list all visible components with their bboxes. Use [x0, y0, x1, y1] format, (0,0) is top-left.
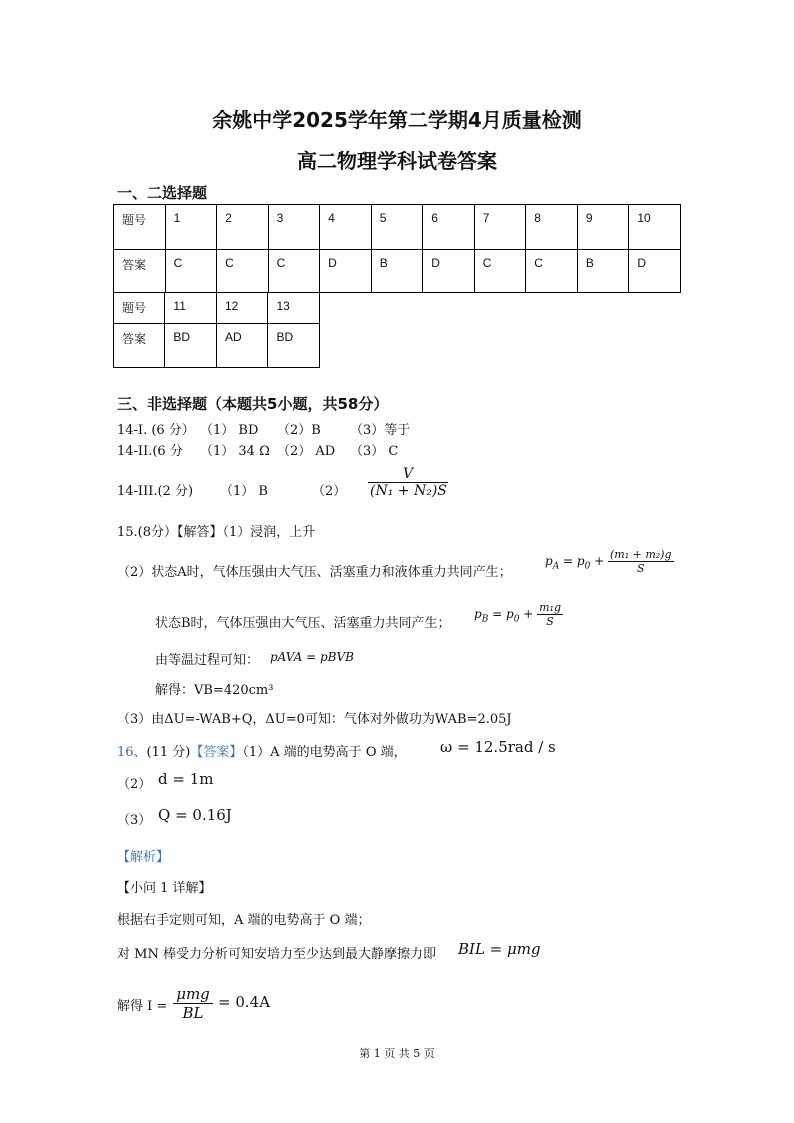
table-cell: D: [320, 250, 372, 293]
table-cell: C: [526, 250, 578, 293]
q15-part2-text: （2）状态A时，气体压强由大气压、活塞重力和液体重力共同产生；: [117, 565, 512, 580]
fraction-denominator: BL: [182, 1004, 204, 1022]
table-cell-label: 题号: [114, 293, 165, 324]
table-cell: 7: [474, 205, 526, 250]
q16-answer2-label: （2）: [117, 777, 152, 792]
table-cell: C: [268, 250, 320, 293]
fraction-numerator: (m₁ + m₂)g: [609, 548, 672, 561]
table-cell-label: 答案: [114, 250, 166, 293]
q15-part3: （3）由ΔU=-WAB+Q，ΔU=0可知：气体对外做功为WAB=2.05J: [117, 712, 512, 727]
answer-table-row1-2: [113, 204, 681, 293]
q16-subquestion1-heading: 【小问 1 详解】: [117, 881, 212, 896]
table-cell: 2: [217, 205, 269, 250]
table-cell: 5: [371, 205, 423, 250]
q14-2-answer3: （3） C: [350, 444, 399, 459]
table-cell: 12: [216, 293, 268, 324]
table-cell: B: [371, 250, 423, 293]
table-cell: 9: [577, 205, 629, 250]
fraction-numerator: μmg: [173, 985, 213, 1004]
table-cell: 13: [268, 293, 320, 324]
table-cell-label: 答案: [114, 324, 165, 368]
q16-solve-result: = 0.4A: [218, 993, 271, 1011]
q15-pA-equation: [545, 548, 674, 575]
fraction-numerator: m₁g: [539, 601, 561, 614]
q14-2-label: 14-II.(6 分: [117, 444, 183, 459]
q14-1-answer1: （1） BD: [200, 423, 259, 438]
q14-3-fraction: [368, 466, 448, 499]
table-cell: AD: [216, 324, 268, 368]
table-cell: 8: [526, 205, 578, 250]
q16-answer1-text: （1）A 端的电势高于 O 端，: [242, 745, 407, 760]
eq-subscript: B: [481, 614, 489, 625]
table-cell: 10: [629, 205, 681, 250]
q15-isothermal-equation: pAVA = pBVB: [270, 650, 354, 664]
q14-2-answer2: （2） AD: [277, 444, 336, 459]
fraction-denominator: S: [636, 562, 645, 575]
q16-answer3-label: （3）: [117, 813, 152, 828]
q16-solve-label: 解得 I =: [117, 999, 168, 1014]
table-row: [114, 250, 681, 293]
table-cell: C: [165, 250, 217, 293]
eq-subscript: 0: [584, 561, 591, 572]
q16-analysis-heading: 【解析】: [117, 850, 170, 865]
q16-heading: [117, 741, 407, 760]
table-cell: BD: [268, 324, 320, 368]
q16-solve-fraction: [173, 985, 213, 1022]
answer-table-row3-4: [113, 292, 320, 368]
eq-symbol: p: [545, 554, 553, 568]
eq-symbol: = p: [488, 607, 514, 621]
eq-subscript: 0: [513, 614, 520, 625]
eq-symbol: = p: [559, 554, 585, 568]
q16-number: 16、: [117, 745, 147, 760]
q15-solution: 解得：VB=420cm³: [155, 683, 274, 698]
q15-stateB-text: 状态B时，气体压强由大气压、活塞重力共同产生；: [155, 616, 451, 631]
table-cell: C: [217, 250, 269, 293]
q15-isothermal-text: 由等温过程可知：: [155, 653, 260, 668]
table-row: [114, 293, 320, 324]
table-cell: 1: [165, 205, 217, 250]
table-cell: 11: [165, 293, 217, 324]
q16-line2-text: 对 MN 棒受力分析可知安培力至少达到最大静摩擦力即: [117, 947, 436, 962]
section-heading-choice: 一、二选择题: [117, 184, 208, 202]
q14-1-label: 14-I. (6 分）: [117, 423, 195, 438]
q16-line1: 根据右手定则可知，A 端的电势高于 O 端；: [117, 913, 371, 928]
table-row: [114, 205, 681, 250]
q16-answer3: Q = 0.16J: [158, 806, 232, 824]
q16-line2-equation: BIL = μmg: [458, 940, 541, 958]
fraction-denominator: (N₁ + N₂)S: [370, 483, 447, 499]
document-title: 余姚中学2025学年第二学期4月质量检测: [212, 108, 582, 132]
table-cell: BD: [165, 324, 217, 368]
table-cell: 6: [423, 205, 475, 250]
q14-1-answer3: （3）等于: [350, 423, 411, 438]
section-heading-nonchoice: 三、非选择题（本题共5小题，共58分）: [117, 395, 389, 413]
table-cell: D: [629, 250, 681, 293]
q14-2-answer1: （1） 34 Ω: [200, 444, 270, 459]
q14-3-answer1: （1） B: [220, 484, 268, 499]
table-cell: 4: [320, 205, 372, 250]
q14-3-answer2-label: （2）: [312, 484, 347, 499]
fraction-numerator: V: [368, 466, 448, 483]
table-cell: 3: [268, 205, 320, 250]
q16-answer-tag: 【答案】: [190, 745, 243, 760]
table-cell: C: [474, 250, 526, 293]
table-cell: D: [423, 250, 475, 293]
document-subtitle: 高二物理学科试卷答案: [297, 149, 497, 173]
q15-pB-equation: [474, 601, 563, 628]
eq-subscript: A: [552, 561, 560, 572]
q14-3-label: 14-III.(2 分): [117, 484, 194, 499]
eq-symbol: p: [474, 607, 482, 621]
eq-operator: +: [590, 554, 608, 568]
q14-1-answer2: （2）B: [277, 423, 321, 438]
q15-heading: 15.(8分）【解答】（1）浸润，上升: [117, 525, 316, 540]
table-cell-label: 题号: [114, 205, 166, 250]
q16-omega: ω = 12.5rad / s: [440, 738, 556, 756]
eq-operator: +: [519, 607, 538, 621]
table-row: [114, 324, 320, 368]
fraction-denominator: S: [546, 615, 554, 628]
page-footer: 第 1 页 共 5 页: [359, 1047, 435, 1060]
table-cell: B: [577, 250, 629, 293]
q16-score: (11 分): [146, 745, 191, 760]
q16-answer2: d = 1m: [158, 770, 214, 788]
